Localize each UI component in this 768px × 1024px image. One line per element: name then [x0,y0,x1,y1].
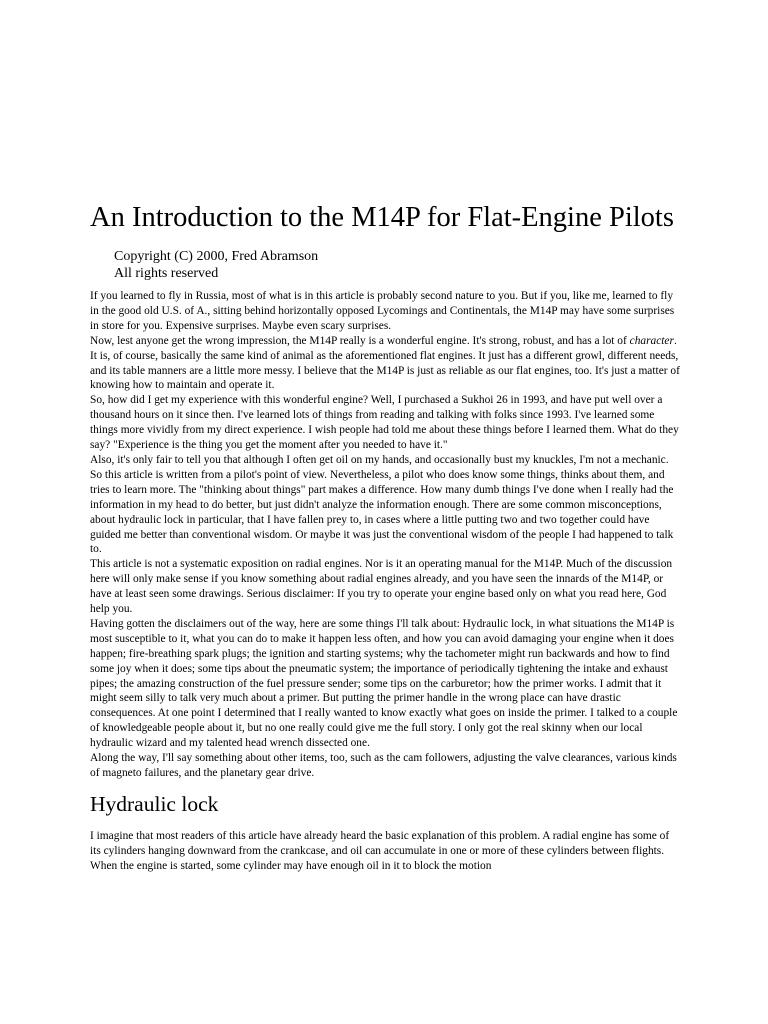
paragraph-topics: Having gotten the disclaimers out of the way, here are some things I'll talk about: Hydraulic lock, in what situations the M14P is most susceptible to it, what you can do to make it happen less often, and how you can avoid damaging your engine when it does happen; fire-breathing spark plugs; the ignition and starting systems; why the tachometer might run backwards and how to find some joy when it does; some tips about the pneumatic system; the importance of periodically tightening the intake and exhaust pipes; the amazing construction of the fuel pressure sender; some tips on the carburetor; how the primer works. I admit that it might seem silly to talk very much about a primer. But putting the primer handle in the wrong place can have drastic consequences. At one point I determined that I really wanted to know exactly what goes on inside the primer. I talked to a couple of knowledgeable people about it, but no one really could give me the full story. I only got the real skinny when our local hydraulic wizard and my talented head wrench dissected one. [90,617,678,750]
paragraph-text: . It is, of course, basically the same kind of animal as the aforementioned flat engines. It just has a different growl, different needs, and its table manners are a little more messy. I believe that the M14P is just as reliable as our flat engines, too. It's just a matter of knowing how to maintain and operate it. [90,334,680,392]
section-heading: Hydraulic lock [90,791,219,816]
paragraph-text: Now, lest anyone get the wrong impression, the M14P really is a wonderful engine. It's strong, robust, and has a lot of [90,334,630,347]
article [90,200,680,874]
article-body [90,289,680,781]
paragraph-other-items: Along the way, I'll say something about other items, too, such as the cam followers, adjusting the valve clearances, various kinds of magneto failures, and the planetary gear drive. [90,752,677,779]
paragraph-disclaimer: This article is not a systematic exposition on radial engines. Nor is it an operating manual for the M14P. Much of the discussion here will only make sense if you know something about radial engines already, and you have seen the innards of the M14P, or have at least seen some drawings. Serious disclaimer: If you try to operate your engine based only on what you read here, God help you. [90,558,673,616]
copyright-line: Copyright (C) 2000, Fred Abramson [114,249,319,264]
paragraph-hydraulic-lock: I imagine that most readers of this article have already heard the basic explanation of this problem. A radial engine has some of its cylinders hanging downward from the crankcase, and oil can accumulate in one or more of these cylinders between flights. When the engine is started, some cylinder may have enough oil in it to block the motion [90,829,670,872]
paragraph-character [90,334,680,394]
paragraph-experience: So, how did I get my experience with this wonderful engine? Well, I purchased a Sukhoi 26 in 1993, and have put well over a thousand hours on it since then. I've learned lots of things from reading and talking with folks since 1993. I've learned some things more vividly from my direct experience. I wish people had told me about these things before I learned them. What do they say? "Experience is the thing you get the moment after you needed to have it." [90,394,679,452]
copyright-notice [114,248,680,282]
rights-line: All rights reserved [114,266,219,281]
section-body [90,829,680,874]
paragraph-mechanic: Also, it's only fair to tell you that although I often get oil on my hands, and occasionally bust my knuckles, I'm not a mechanic. So this article is written from a pilot's point of view. Nevertheless, a pilot who does know some things, thinks about them, and tries to learn more. The "thinking about things" part makes a difference. How many dumb things I've done when I really had the information in my head to do better, but just didn't analyze the information enough. There are some common misconceptions, about hydraulic lock in particular, that I have fallen prey to, in cases where a little putting two and two together could have guided me better than conventional wisdom. Or maybe it was just the conventional wisdom of the people I had happened to talk to. [90,453,674,556]
article-title: An Introduction to the M14P for Flat-Engine Pilots [90,202,674,233]
paragraph-intro: If you learned to fly in Russia, most of what is in this article is probably second nature to you. But if you, like me, learned to fly in the good old U.S. of A., sitting behind horizontally opposed Lycomings and Continentals, the M14P may have some surprises in store for you. Expensive surprises. Maybe even scary surprises. [90,290,675,332]
emphasis-text: character [629,334,674,347]
